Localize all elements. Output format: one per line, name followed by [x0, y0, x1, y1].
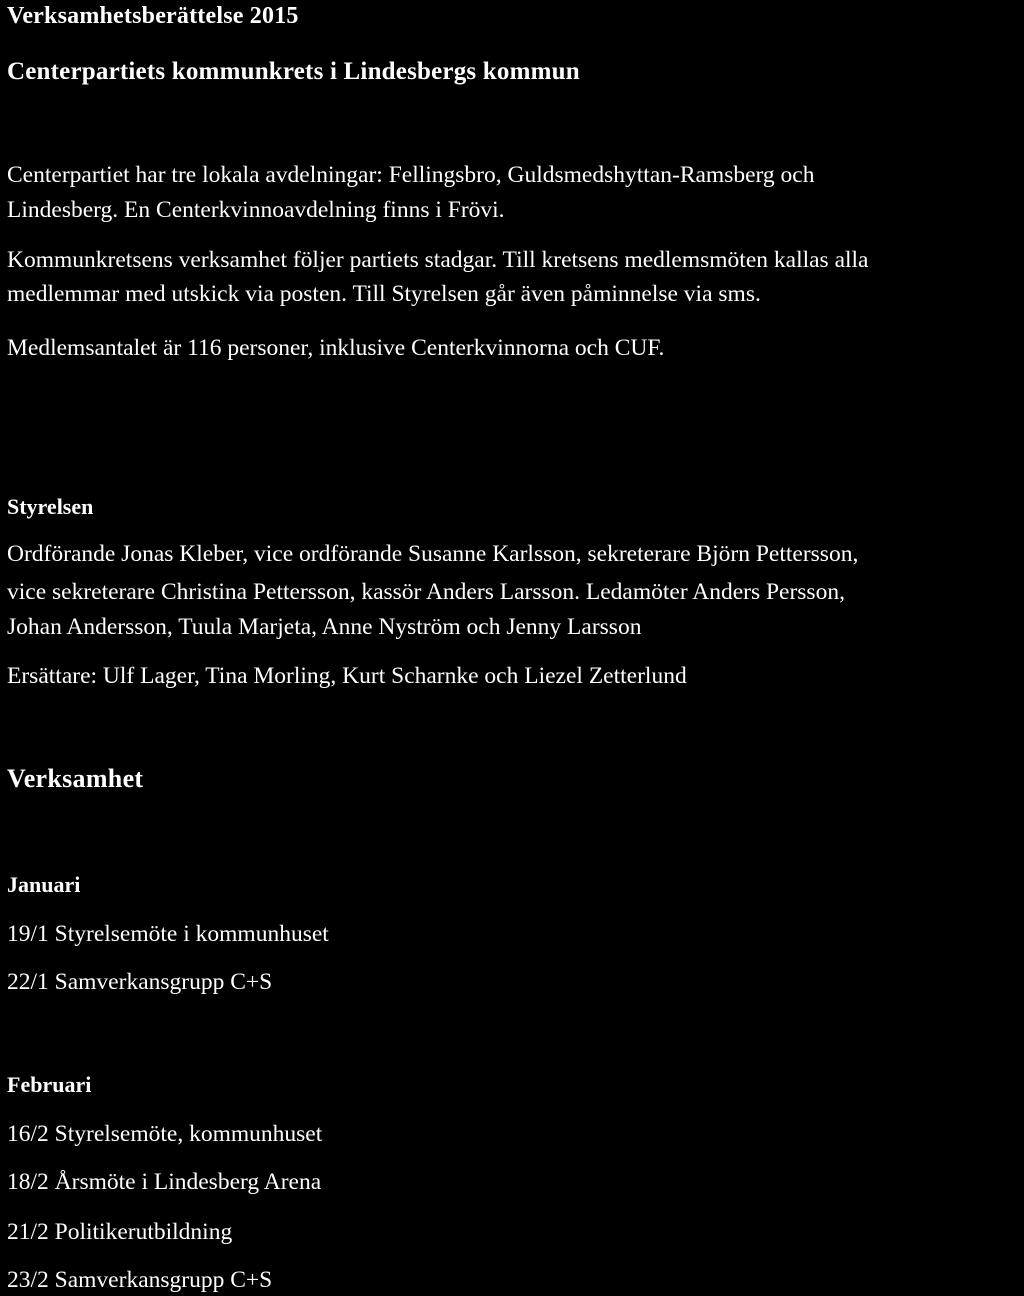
event-item: 23/2 Samverkansgrupp C+S — [7, 1267, 273, 1293]
board-members-line-3: Johan Andersson, Tuula Marjeta, Anne Nyström och Jenny Larsson — [7, 614, 642, 640]
intro-paragraph-1-line-2: Lindesberg. En Centerkvinnoavdelning finns i Frövi. — [7, 197, 505, 223]
intro-paragraph-1-line-1: Centerpartiet har tre lokala avdelningar: Fellingsbro, Guldsmedshyttan-Ramsberg och — [7, 162, 815, 188]
board-members-line-2: vice sekreterare Christina Pettersson, kassör Anders Larsson. Ledamöter Anders Persson, — [7, 579, 845, 605]
document-title: Verksamhetsberättelse 2015 — [7, 3, 299, 29]
activities-heading: Verksamhet — [7, 764, 144, 793]
document-subtitle: Centerpartiets kommunkrets i Lindesbergs kommun — [7, 58, 580, 85]
month-heading-januari: Januari — [7, 872, 81, 897]
event-item: 16/2 Styrelsemöte, kommunhuset — [7, 1121, 323, 1147]
event-item: 19/1 Styrelsemöte i kommunhuset — [7, 921, 329, 947]
event-item: 18/2 Årsmöte i Lindesberg Arena — [7, 1169, 322, 1195]
event-item: 22/1 Samverkansgrupp C+S — [7, 969, 273, 995]
month-heading-februari: Februari — [7, 1072, 92, 1097]
intro-paragraph-2-line-2: medlemmar med utskick via posten. Till Styrelsen går även påminnelse via sms. — [7, 281, 761, 307]
board-members-line-1: Ordförande Jonas Kleber, vice ordförande Susanne Karlsson, sekreterare Björn Pettersson, — [7, 541, 859, 567]
intro-paragraph-3-line-1: Medlemsantalet är 116 personer, inklusive Centerkvinnorna och CUF. — [7, 335, 665, 361]
event-item: 21/2 Politikerutbildning — [7, 1219, 233, 1245]
board-substitutes: Ersättare: Ulf Lager, Tina Morling, Kurt Scharnke och Liezel Zetterlund — [7, 663, 687, 689]
board-heading: Styrelsen — [7, 494, 94, 519]
intro-paragraph-2-line-1: Kommunkretsens verksamhet följer partiets stadgar. Till kretsens medlemsmöten kallas alla — [7, 247, 869, 273]
